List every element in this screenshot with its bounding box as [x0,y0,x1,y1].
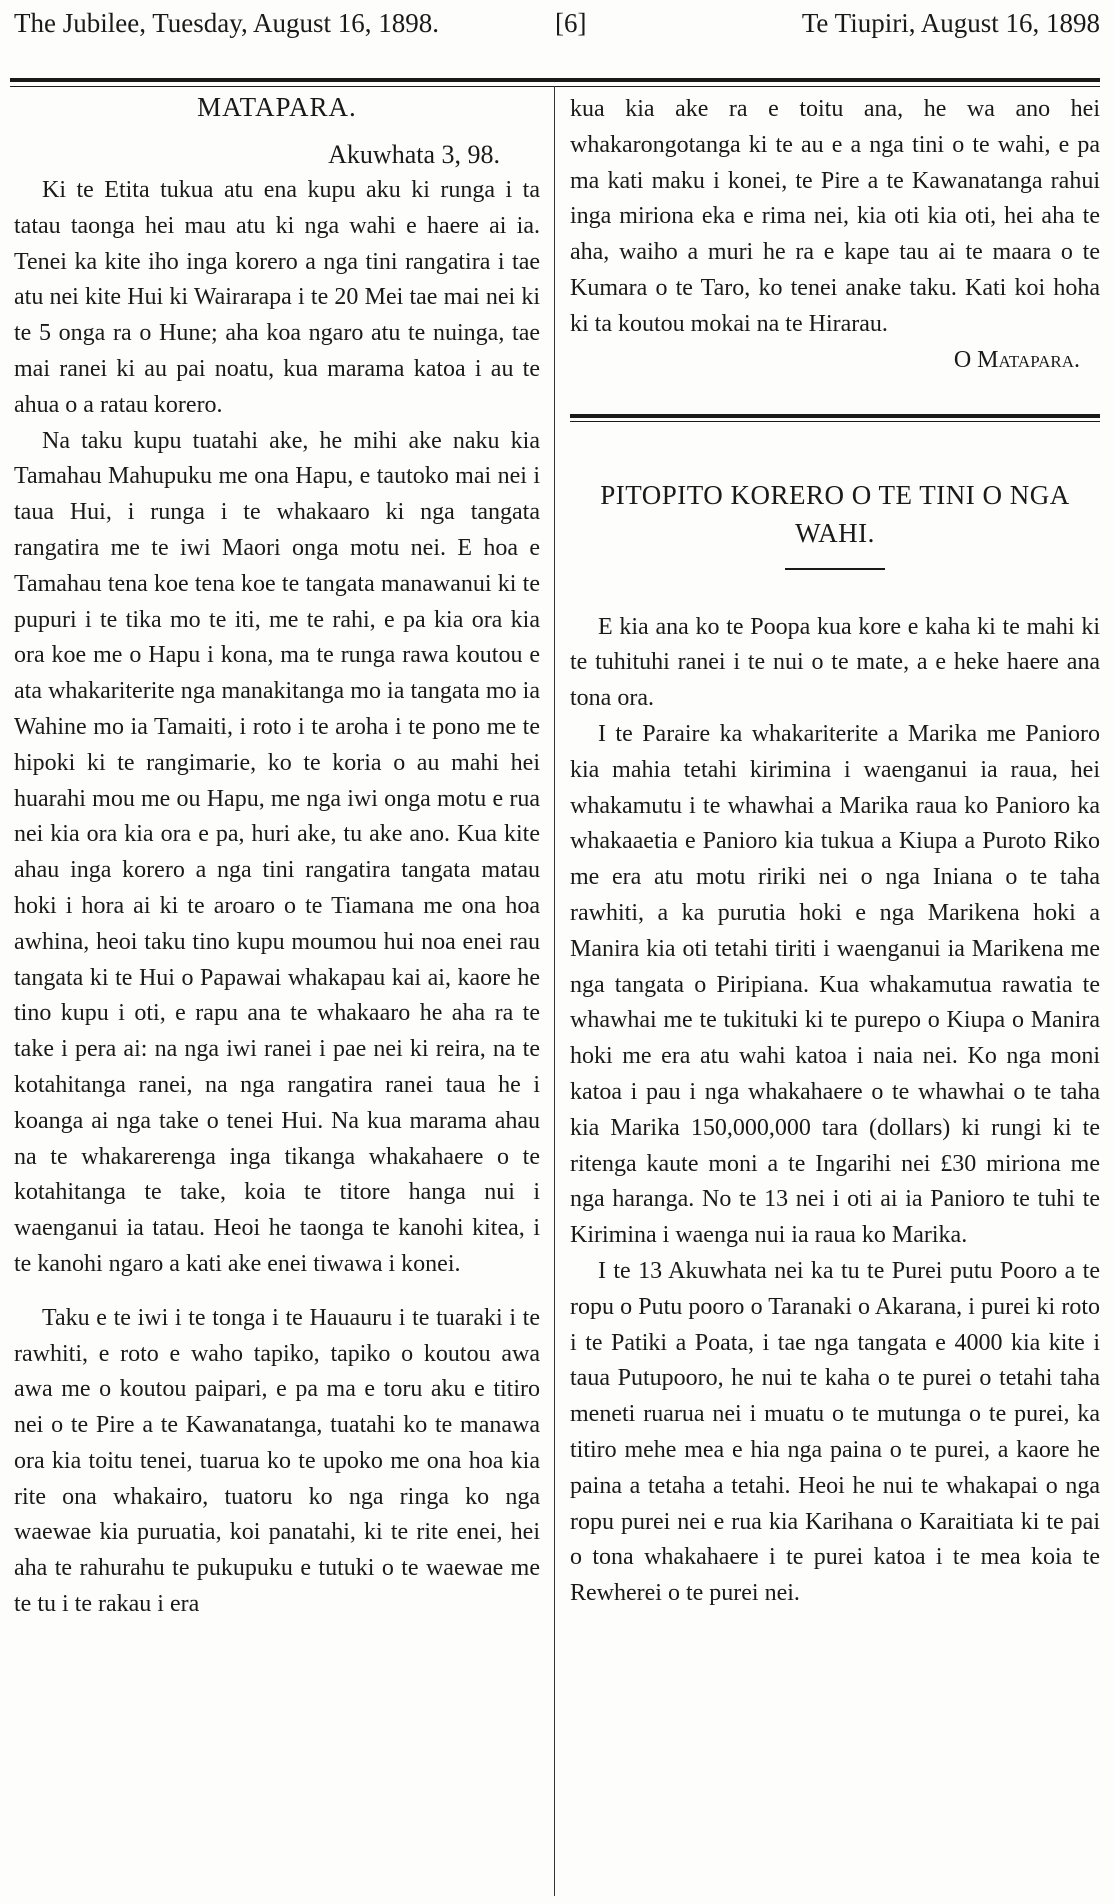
left-column [14,92,540,1623]
page-number: [6] [555,8,587,38]
header-maori-date: Te Tiupiri, August 16, 1898 [801,8,1100,38]
section-rule-thin [570,421,1100,422]
page-header [0,4,1114,54]
article-title-matapara: MATAPARA. [197,92,357,122]
news-paragraph: I te 13 Akuwhata nei ka tu te Purei putu Pooro a te ropu o Putu pooro o Taranaki o Akarana, i purei ki roto i te Patiki a Poata, i tae nga tangata e 4000 kia kite i taua Putupooro, he nui te kaha o te purei o tetahi taha meneti ruarua nei i muatu o te mutunga o te purei, ka titiro mehe mea e hia nga paina o te purei, a kaore he paina a tetaha a tetahi. Heoi he nui te whakapai o nga ropu purei nei e rua kia Karihana o Karaitiata ki te pai o tona whakahaere i te purei katoa i te mea koia te Rewherei o te purei nei. [570,1257,1100,1607]
section-rule-thick [570,414,1100,418]
article-paragraph: Na taku kupu tuatahi ake, he mihi ake naku kia Tamahau Mahupuku me ona Hapu, e tautoko mai nei i taua Hui, i runga i te whakaaro ki nga tangata rangatira me te iwi Maori onga motu nei. E hoa e Tamahau tena koe tena koe te tangata manawanui ki te pupuri i te tika mo te iti, me te rahi, e pa kia ora kia ora koe me o Hapu i kona, ma te runga rawa koutou e ata whakariterite nga manakitanga mo ia tangata mo ia Wahine mo ia Tamaiti, i roto i te aroha i te pono me te hipoki ki te rangimarie, ko te koria o au mahi hei huarahi mou me ou Hapu, me nga iwi onga motu e rua nei kia ora kia ora e pa, huri ake, tu ake ano. Kua kite ahau inga korero a nga tini rangatira tangata matau hoki i hora ai ki te aroaro o te Tiamana me ona hoa awhina, heoi taku tino kupu moumou hui noa enei rau tangata ki te Hui o Papawai whakapau kai ai, kaore he tino kupu i oti, e rapu ana te whakaaro he aha ra te take i pera ai: na nga iwi ranei i pae nei ki reira, na te kotahitanga ranei, na nga rangatira ranei taua he i koanga ai nga take o tenei Hui. Na kua marama ahau na te whakarerenga inga tikanga whakahaere o te kotahitanga te take, koia te titore hanga nui i waenganui ia tatau. Heoi he taonga te kanohi kitea, i te kanohi ngaro a kati ake enei tiwawa i konei. [14,427,540,1277]
header-rule-thick [10,78,1100,82]
article-paragraph: Taku e te iwi i te tonga i te Hauauru i te tuaraki i te rawhiti, e roto e waho tapiko, tapiko o koutou awa awa me o koutou paipari, e pa ma e toru aku e titiro nei o te Pire a te Kawanatanga, tuatahi ko te manawa ora kia toitu tenei, tuarua ko te upoko me ona hoa kia rite ona whakairo, tuatoru ko nga ringa ko nga waewae kia puruatia, koi panatahi, ki te rite enei, hei aha te rahurahu te pukupuku e tutuki o te waewae me te tu i te rakau i era [14,1304,540,1618]
title-underline-rule [785,568,885,570]
article-paragraph-continued: kua kia ake ra e toitu ana, he wa ano hei whakarongotanga ki te au e a nga tini o te wahi, e pa ma kati maku i konei, te Pire a te Kawanatanga rahui inga miriona eka e rima nei, kia oti kia oti, hei aha te aha, waiho a muri he ra e kape tau ai te maara o te Kumara o te Taro, ko tenei anake taku. Kati koi hoha ki ta koutou mokai na te Hirarau. [570,96,1100,337]
article-paragraph: Ki te Etita tukua atu ena kupu aku ki runga i ta tatau taonga hei mau atu ki nga wahi e haere ai ia. Tenei ka kite iho inga korero a nga tini rangatira i tae atu nei kite Hui ki Wairarapa i te 20 Mei tae mai nei ki te 5 onga ra o Hune; aha koa ngaro atu te nuinga, tae mai ranei ki au pai noatu, kua marama katoa i au te ahua o a ratau korero. [14,177,540,418]
right-column [570,92,1100,1612]
column-divider [554,86,555,1896]
article-signature: O Matapara. [953,346,1080,373]
article-dateline: Akuwhata 3, 98. [328,140,500,169]
news-paragraph: I te Paraire ka whakariterite a Marika me Panioro kia mahia tetahi kirimina i waenganui ia raua, hei whakamutu i te whawhai a Marika raua ko Panioro ka whakaaetia e Panioro kia tukua a Kiupa a Puroto Riko me era atu motu ririki nei o nga Iniana o te taha rawhiti, a ka purutia hoki e nga Marikena hoki a Manira kia oti tetahi tiriti i waenganui ia Marikena me nga tangata o Piripiana. Kua whakamutua rawatia te whawhai me te tukituki ki te purepo o Kiupa o Manira hoki me era atu wahi katoa i naia nei. Ko nga moni katoa i pau i nga whakahaere o te whawhai o te taha kia Marika 150,000,000 tara (dollars) ki rungi ki te ritenga kaute moni a te Ingarihi nei £30 miriona me nga haranga. No te 13 nei i oti ai ia Panioro te tuhi te Kirimina i waenga nui ia raua ko Marika. [570,720,1100,1249]
header-rule-thin [10,86,1100,87]
news-paragraph: E kia ana ko te Poopa kua kore e kaha ki te mahi ki te tuhituhi ranei i te nui o te mate, a e heke haere ana tona ora. [570,613,1100,712]
news-section-title: PITOPITO KORERO O TE TINI O NGA WAHI. [600,479,1070,548]
header-english-date: The Jubilee, Tuesday, August 16, 1898. [14,8,439,38]
